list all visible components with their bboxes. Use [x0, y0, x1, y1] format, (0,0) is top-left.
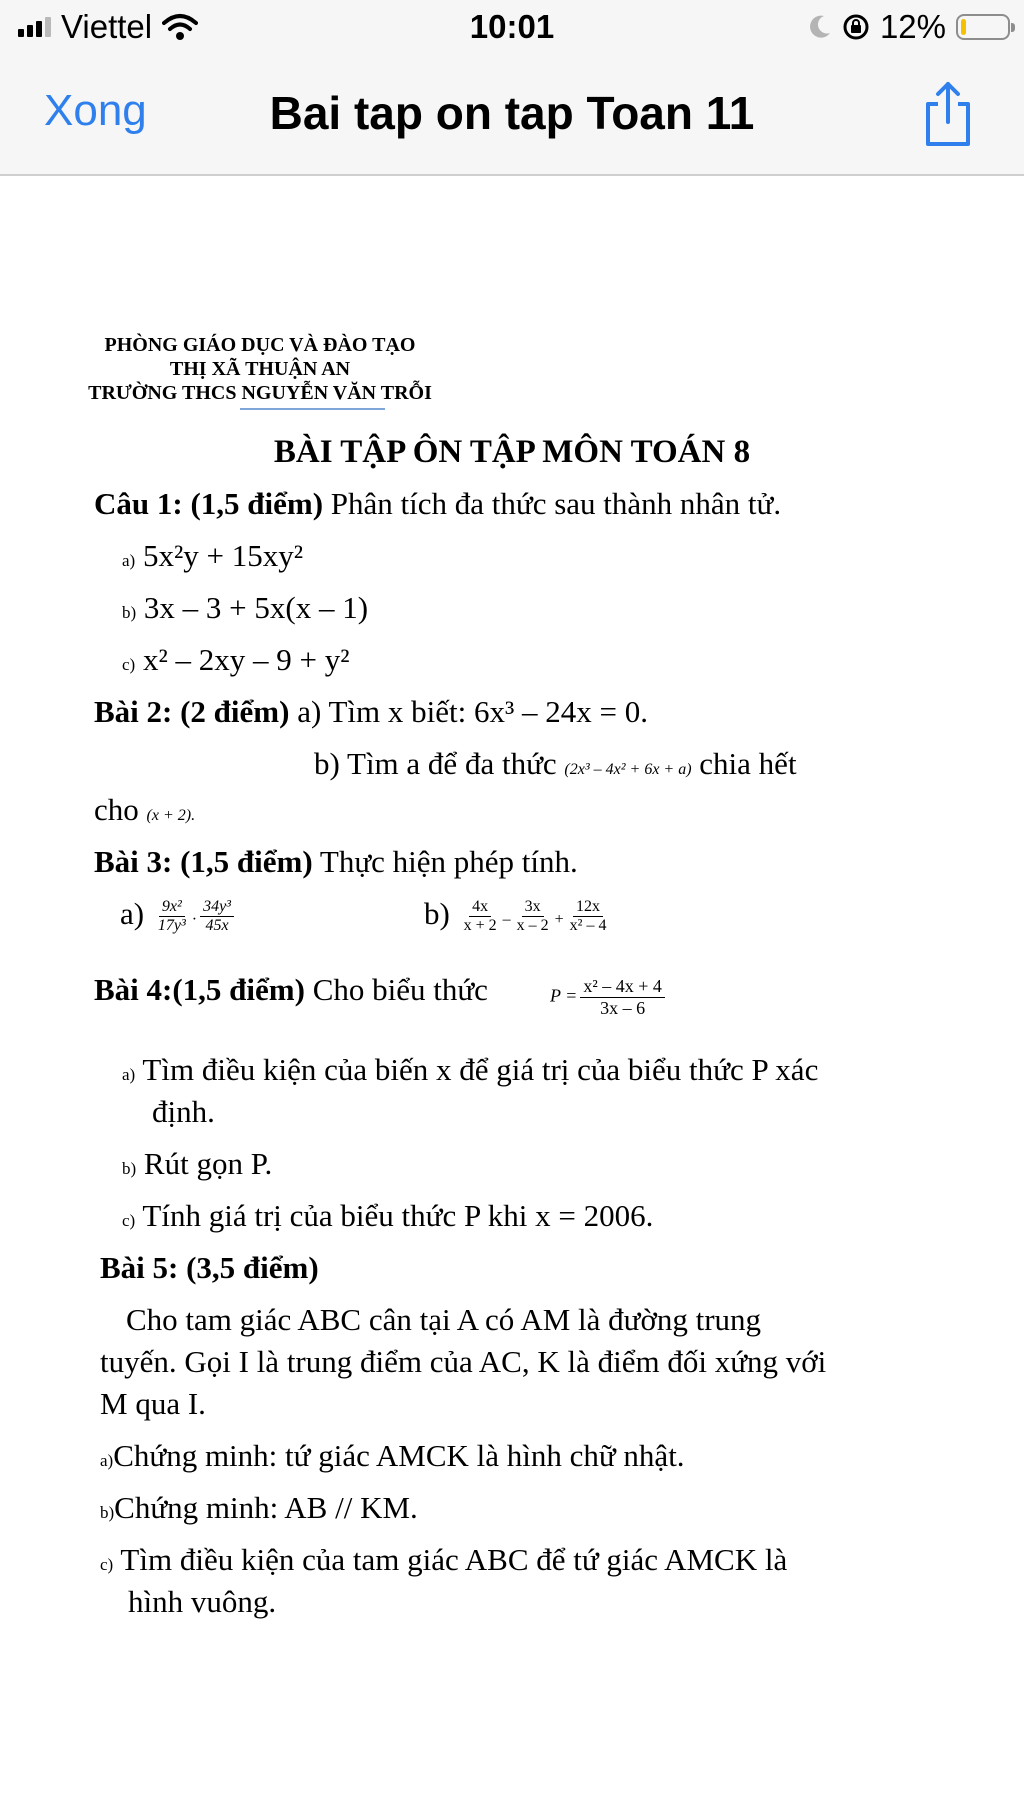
denominator: 45x — [205, 917, 229, 935]
q2-divisor: (x + 2). — [146, 807, 196, 824]
carrier-name: Viettel — [61, 8, 153, 45]
numerator: x² – 4x + 4 — [580, 976, 665, 998]
numerator: 4x — [469, 898, 491, 917]
q1-b-expr: 3x – 3 + 5x(x – 1) — [143, 590, 369, 625]
navigation-bar — [0, 56, 1024, 176]
q2-b-text: b) Tìm a để đa thức — [314, 746, 557, 781]
q4-a-text: Tìm điều kiện của biến x để giá trị của biểu thức P xác — [142, 1052, 819, 1087]
q1-c-expr: x² – 2xy – 9 + y² — [142, 642, 350, 677]
document-page — [0, 176, 1024, 1820]
q2-cho: cho — [94, 792, 139, 827]
doc-header-line-3 — [70, 382, 450, 405]
q1-a-expr: 5x²y + 15xy² — [142, 538, 304, 573]
q4-part-b — [122, 1146, 272, 1182]
numerator: 12x — [573, 898, 603, 917]
fraction — [567, 898, 610, 936]
q1-part-c — [122, 642, 350, 678]
q5-line-1: Cho tam giác ABC cân tại A có AM là đường trung — [126, 1302, 762, 1337]
denominator: x – 2 — [516, 917, 549, 935]
share-icon[interactable] — [920, 78, 976, 150]
q5-line-2: tuyến. Gọi I là trung điểm của AC, K là điểm đối xứng với — [100, 1344, 827, 1379]
q3-b-label: b) — [424, 896, 450, 931]
q2-part-a: a) Tìm x biết: 6x³ – 24x = 0. — [289, 694, 649, 729]
q5-c-label: c) — [100, 1555, 114, 1574]
moon-icon — [806, 14, 832, 40]
fraction — [461, 898, 500, 936]
status-bar — [0, 0, 1024, 56]
q1-part-b — [122, 590, 368, 626]
q4-a-label: a) — [122, 1065, 136, 1084]
header-underline — [240, 408, 385, 410]
denominator: 3x – 6 — [600, 997, 646, 1018]
q2-part-b — [314, 746, 797, 782]
q5-b-text: Chứng minh: AB // KM. — [114, 1490, 418, 1525]
q4-part-a-cont: định. — [152, 1094, 215, 1129]
operator: – — [502, 911, 511, 928]
q5-part-b — [100, 1490, 418, 1526]
q5-part-a — [100, 1438, 685, 1474]
q5-part-c-cont: hình vuông. — [128, 1584, 277, 1619]
q5-line-3: M qua I. — [100, 1386, 206, 1421]
q4-part-c — [122, 1198, 653, 1234]
q4-label: Bài 4:(1,5 điểm) — [94, 972, 305, 1007]
school-name: TRƯỜNG THCS NGUYỄN VĂN TRỖI — [88, 382, 432, 404]
q1-a-label: a) — [122, 551, 136, 570]
q3-a-label: a) — [120, 896, 145, 931]
question-1 — [94, 486, 781, 522]
q5-a-text: Chứng minh: tứ giác AMCK là hình chữ nhật. — [113, 1438, 685, 1473]
q3-part-b — [424, 896, 612, 936]
question-3 — [94, 844, 578, 880]
battery-percent: 12% — [879, 8, 946, 45]
q4-b-text: Rút gọn P. — [143, 1146, 273, 1181]
doc-header-line-2: THỊ XÃ THUẬN AN — [169, 358, 351, 380]
battery-icon — [956, 14, 1010, 40]
q4-c-text: Tính giá trị của biểu thức P khi x = 2006. — [142, 1198, 654, 1233]
fraction — [580, 976, 665, 1018]
p-lhs: P = — [550, 985, 578, 1006]
status-time: 10:01 — [469, 8, 555, 45]
status-right — [806, 8, 1010, 46]
denominator: x² – 4 — [569, 917, 607, 935]
numerator: 34y³ — [200, 898, 234, 917]
operator: + — [554, 911, 564, 928]
q1-label: Câu 1: (1,5 điểm) — [94, 486, 324, 521]
denominator: x + 2 — [463, 917, 497, 935]
q2-b-poly: (2x³ – 4x² + 6x + a) — [564, 761, 692, 778]
document-title: Bai tap on tap Toan 11 — [269, 87, 755, 139]
q1-part-a — [122, 538, 303, 574]
numerator: 9x² — [159, 898, 185, 917]
q3-text: Thực hiện phép tính. — [312, 844, 578, 879]
q2-label: Bài 2: (2 điểm) — [94, 694, 290, 729]
q4-c-label: c) — [122, 1211, 136, 1230]
q4-expression-p — [550, 976, 668, 1018]
doc-main-title: BÀI TẬP ÔN TẬP MÔN TOÁN 8 — [273, 434, 751, 470]
q3-part-a — [120, 896, 237, 936]
denominator: 17y³ — [157, 917, 186, 935]
q4-text: Cho biểu thức — [304, 972, 488, 1007]
q3-label: Bài 3: (1,5 điểm) — [94, 844, 313, 879]
q1-c-label: c) — [122, 655, 136, 674]
question-2 — [94, 694, 648, 730]
orientation-lock-icon — [842, 13, 870, 41]
operator: · — [191, 911, 198, 928]
q5-c-text: Tìm điều kiện của tam giác ABC để tứ giác AMCK là — [120, 1542, 788, 1577]
doc-header-line-1: PHÒNG GIÁO DỤC VÀ ĐÀO TẠO — [104, 334, 416, 356]
numerator: 3x — [522, 898, 544, 917]
q5-part-c — [100, 1542, 787, 1578]
q4-b-label: b) — [122, 1159, 137, 1178]
q1-text: Phân tích đa thức sau thành nhân tử. — [323, 486, 782, 521]
question-5: Bài 5: (3,5 điểm) — [100, 1250, 319, 1285]
q5-b-label: b) — [100, 1503, 115, 1522]
q1-b-label: b) — [122, 603, 137, 622]
fraction — [514, 898, 552, 936]
q2-b-tail: chia hết — [699, 746, 797, 781]
fraction — [200, 898, 234, 936]
q4-part-a — [122, 1052, 818, 1088]
q5-a-label: a) — [100, 1451, 114, 1470]
done-button[interactable]: Xong — [44, 86, 147, 135]
q2-part-b-cont — [94, 792, 195, 828]
fraction — [155, 898, 189, 936]
question-4 — [94, 972, 488, 1008]
